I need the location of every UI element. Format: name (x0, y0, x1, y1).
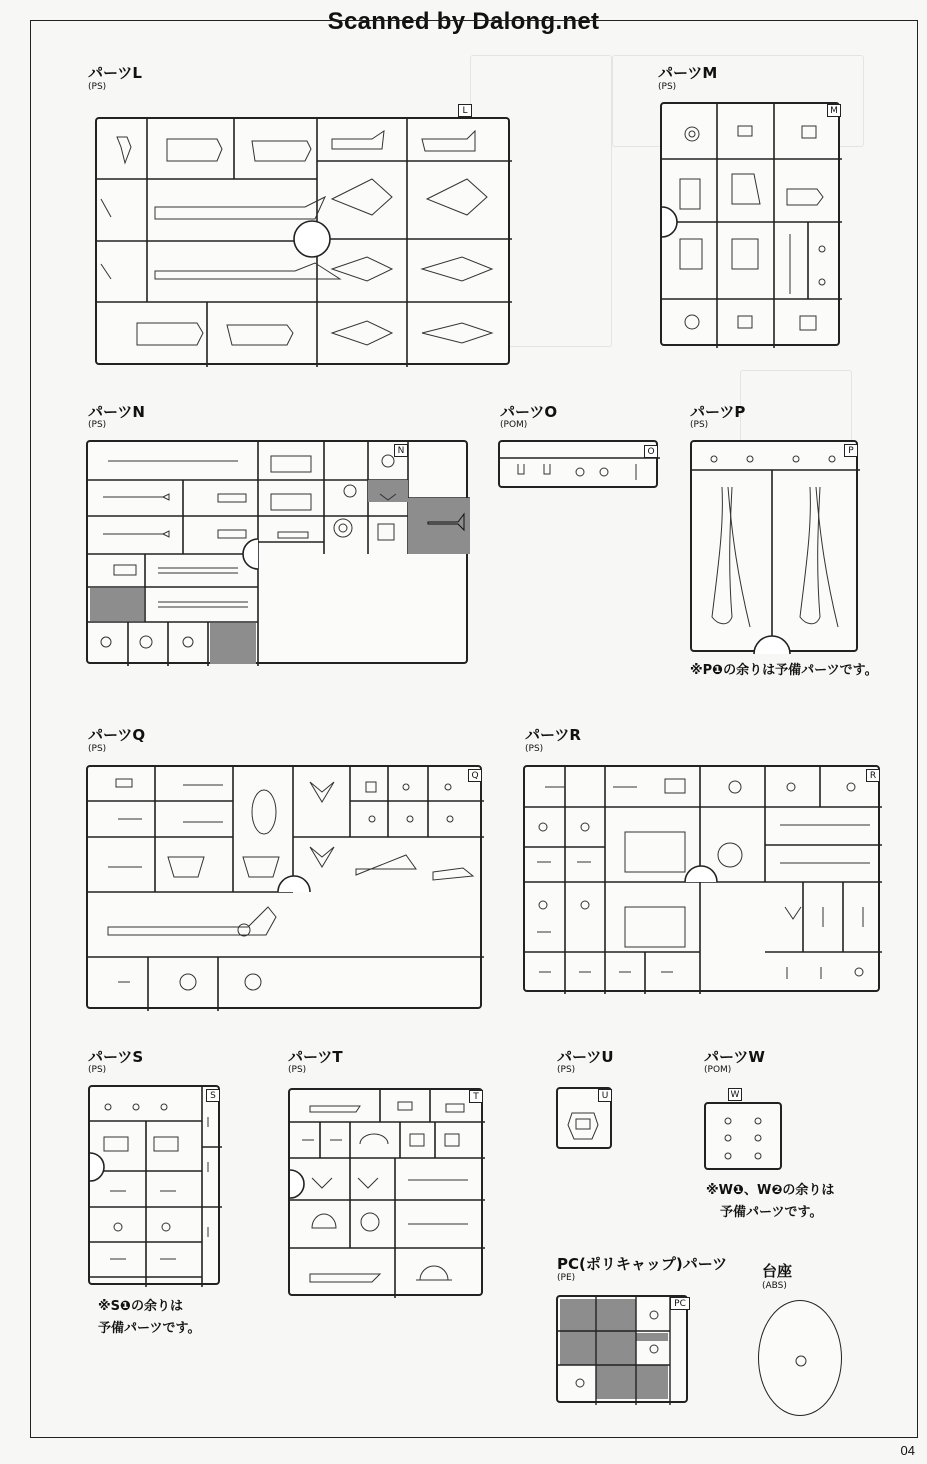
runner-tag-o: O (644, 445, 658, 458)
spare-note-s-line1: ※S❶の余りは (98, 1299, 184, 1314)
material-base: (ABS) (762, 1281, 787, 1291)
runner-r (523, 765, 880, 992)
runner-tag-p: P (844, 444, 858, 457)
runner-s (88, 1085, 220, 1285)
runner-t-drawing (290, 1090, 485, 1298)
material-o: (POM) (500, 420, 528, 430)
material-p: (PS) (690, 420, 709, 430)
runner-t (288, 1088, 483, 1296)
runner-m (660, 102, 840, 346)
runner-tag-pc: PC (670, 1297, 690, 1310)
material-pc: (PE) (557, 1273, 576, 1283)
runner-l-drawing (97, 119, 512, 367)
material-q: (PS) (88, 744, 107, 754)
section-title-pc: PC(ポリキャップ)パーツ (557, 1255, 728, 1273)
runner-tag-l: L (458, 104, 472, 117)
runner-tag-u: U (598, 1089, 612, 1102)
page-number: 04 (900, 1443, 915, 1458)
section-title-q: パーツQ (88, 726, 146, 744)
runner-tag-w: W (728, 1088, 742, 1101)
runner-w (704, 1090, 782, 1170)
section-title-n: パーツN (88, 403, 145, 421)
spare-note-w-line2: 予備パーツです。 (720, 1205, 823, 1220)
runner-o (498, 440, 658, 488)
material-s: (PS) (88, 1065, 107, 1075)
material-w: (POM) (704, 1065, 732, 1075)
runner-tag-r: R (866, 769, 880, 782)
runner-tag-t: T (469, 1090, 483, 1103)
material-u: (PS) (557, 1065, 576, 1075)
runner-n (86, 440, 468, 664)
runner-pc-drawing (558, 1297, 690, 1405)
runner-w-drawing (706, 1104, 784, 1172)
section-title-u: パーツU (557, 1048, 614, 1066)
spare-note-w-line1: ※W❶、W❷の余りは (706, 1183, 835, 1198)
runner-m-drawing (662, 104, 842, 348)
material-n: (PS) (88, 420, 107, 430)
material-r: (PS) (525, 744, 544, 754)
runner-p (690, 440, 858, 652)
material-m: (PS) (658, 82, 677, 92)
runner-tag-m: M (827, 104, 841, 117)
scanner-watermark: Scanned by Dalong.net (327, 8, 600, 35)
runner-q-drawing (88, 767, 484, 1011)
section-title-r: パーツR (525, 726, 581, 744)
runner-s-drawing (90, 1087, 222, 1287)
section-title-p: パーツP (690, 403, 746, 421)
spare-note-p: ※P❶の余りは予備パーツです。 (690, 663, 878, 678)
runner-o-drawing (500, 442, 660, 490)
runner-tag-n: N (394, 444, 408, 457)
material-t: (PS) (288, 1065, 307, 1075)
section-title-base: 台座 (762, 1262, 793, 1280)
runner-l (95, 106, 510, 365)
display-base-drawing (759, 1301, 843, 1417)
runner-pc (556, 1295, 688, 1403)
display-base (758, 1300, 842, 1416)
material-l: (PS) (88, 82, 107, 92)
runner-p-drawing (692, 442, 860, 654)
section-title-w: パーツW (704, 1048, 765, 1066)
section-title-s: パーツS (88, 1048, 144, 1066)
runner-tag-s: S (206, 1089, 220, 1102)
runner-q (86, 765, 482, 1009)
spare-note-s-line2: 予備パーツです。 (98, 1321, 201, 1336)
runner-u (556, 1087, 612, 1149)
section-title-t: パーツT (288, 1048, 343, 1066)
section-title-o: パーツO (500, 403, 558, 421)
runner-tag-q: Q (468, 769, 482, 782)
runner-r-drawing (525, 767, 882, 994)
runner-n-drawing (88, 442, 470, 666)
section-title-m: パーツM (658, 64, 718, 82)
section-title-l: パーツL (88, 64, 142, 82)
